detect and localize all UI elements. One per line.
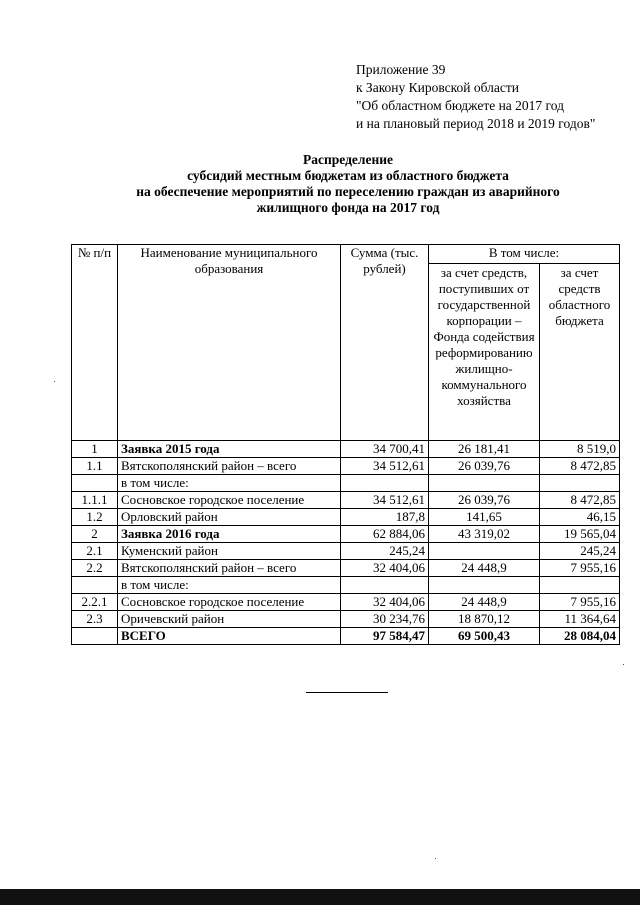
cell-sum: 32 404,06 [341,594,429,611]
cell-fund: 43 319,02 [429,526,540,543]
table-header-row [72,245,620,264]
cell-sum: 245,24 [341,543,429,560]
cell-name: Заявка 2015 года [118,441,341,458]
table-row [72,526,620,543]
cell-budget: 19 565,04 [540,526,620,543]
scan-speck [435,858,436,859]
title-line-3: на обеспечение мероприятий по переселению граждан из аварийного [136,184,560,199]
subsidy-table [71,244,620,645]
cell-num: 2 [72,526,118,543]
cell-budget: 8 472,85 [540,458,620,475]
appendix-line-1: Приложение 39 [356,62,446,77]
cell-name: в том числе: [118,577,341,594]
cell-sum: 187,8 [341,509,429,526]
cell-fund: 24 448,9 [429,594,540,611]
cell-fund: 26 181,41 [429,441,540,458]
cell-name: ВСЕГО [118,628,341,645]
cell-fund: 26 039,76 [429,458,540,475]
header-budget: за счет средств областного бюджета [540,264,620,441]
cell-num: 1.1.1 [72,492,118,509]
cell-sum: 34 512,61 [341,458,429,475]
cell-num: 1.1 [72,458,118,475]
end-divider [306,692,388,693]
cell-budget: 8 472,85 [540,492,620,509]
table-row [72,543,620,560]
table-row [72,458,620,475]
cell-name: в том числе: [118,475,341,492]
cell-budget: 28 084,04 [540,628,620,645]
cell-num [72,628,118,645]
table-row [72,441,620,458]
cell-budget: 245,24 [540,543,620,560]
cell-sum: 97 584,47 [341,628,429,645]
title-line-2: субсидий местным бюджетам из областного бюджета [187,168,509,183]
appendix-header [356,61,626,133]
appendix-line-4: и на плановый период 2018 и 2019 годов" [356,116,596,131]
table-row [72,509,620,526]
cell-budget: 46,15 [540,509,620,526]
document-title [60,152,636,216]
table-row [72,560,620,577]
cell-budget: 8 519,0 [540,441,620,458]
cell-fund: 18 870,12 [429,611,540,628]
cell-fund [429,577,540,594]
cell-fund: 26 039,76 [429,492,540,509]
title-line-1: Распределение [302,152,394,167]
header-num: № п/п [72,245,118,441]
cell-num: 2.2 [72,560,118,577]
appendix-line-2: к Закону Кировской области [356,80,520,95]
cell-name: Оричевский район [118,611,341,628]
cell-fund [429,543,540,560]
cell-budget [540,577,620,594]
cell-sum [341,475,429,492]
cell-name: Вятскополянский район – всего [118,560,341,577]
header-fund: за счет средств, поступивших от государственной корпорации – Фонда содействия реформированию жилищно-коммунального хозяйства [429,264,540,441]
cell-sum: 34 700,41 [341,441,429,458]
cell-budget: 7 955,16 [540,594,620,611]
scan-speck [623,664,624,665]
header-name: Наименование муниципального образования [118,245,341,441]
cell-num [72,577,118,594]
cell-num: 2.1 [72,543,118,560]
table-row [72,594,620,611]
cell-sum: 34 512,61 [341,492,429,509]
cell-sum [341,577,429,594]
cell-fund: 141,65 [429,509,540,526]
cell-budget: 7 955,16 [540,560,620,577]
cell-budget [540,475,620,492]
cell-name: Сосновское городское поселение [118,594,341,611]
cell-fund [429,475,540,492]
cell-sum: 62 884,06 [341,526,429,543]
cell-name: Сосновское городское поселение [118,492,341,509]
title-line-4: жилищного фонда на 2017 год [256,200,440,215]
cell-num: 1 [72,441,118,458]
cell-num: 2.3 [72,611,118,628]
cell-fund: 24 448,9 [429,560,540,577]
cell-num: 2.2.1 [72,594,118,611]
table-row [72,628,620,645]
cell-budget: 11 364,64 [540,611,620,628]
table-row [72,492,620,509]
table-row [72,611,620,628]
cell-num [72,475,118,492]
table-row [72,577,620,594]
cell-fund: 69 500,43 [429,628,540,645]
cell-name: Орловский район [118,509,341,526]
scan-bottom-edge [0,889,640,905]
appendix-line-3: "Об областном бюджете на 2017 год [356,98,564,113]
cell-num: 1.2 [72,509,118,526]
table-body [72,441,620,645]
cell-name: Заявка 2016 года [118,526,341,543]
header-including: В том числе: [429,245,620,264]
cell-name: Куменский район [118,543,341,560]
scan-speck [54,381,55,382]
cell-sum: 32 404,06 [341,560,429,577]
cell-sum: 30 234,76 [341,611,429,628]
header-sum: Сумма (тыс. рублей) [341,245,429,441]
table-row [72,475,620,492]
cell-name: Вятскополянский район – всего [118,458,341,475]
